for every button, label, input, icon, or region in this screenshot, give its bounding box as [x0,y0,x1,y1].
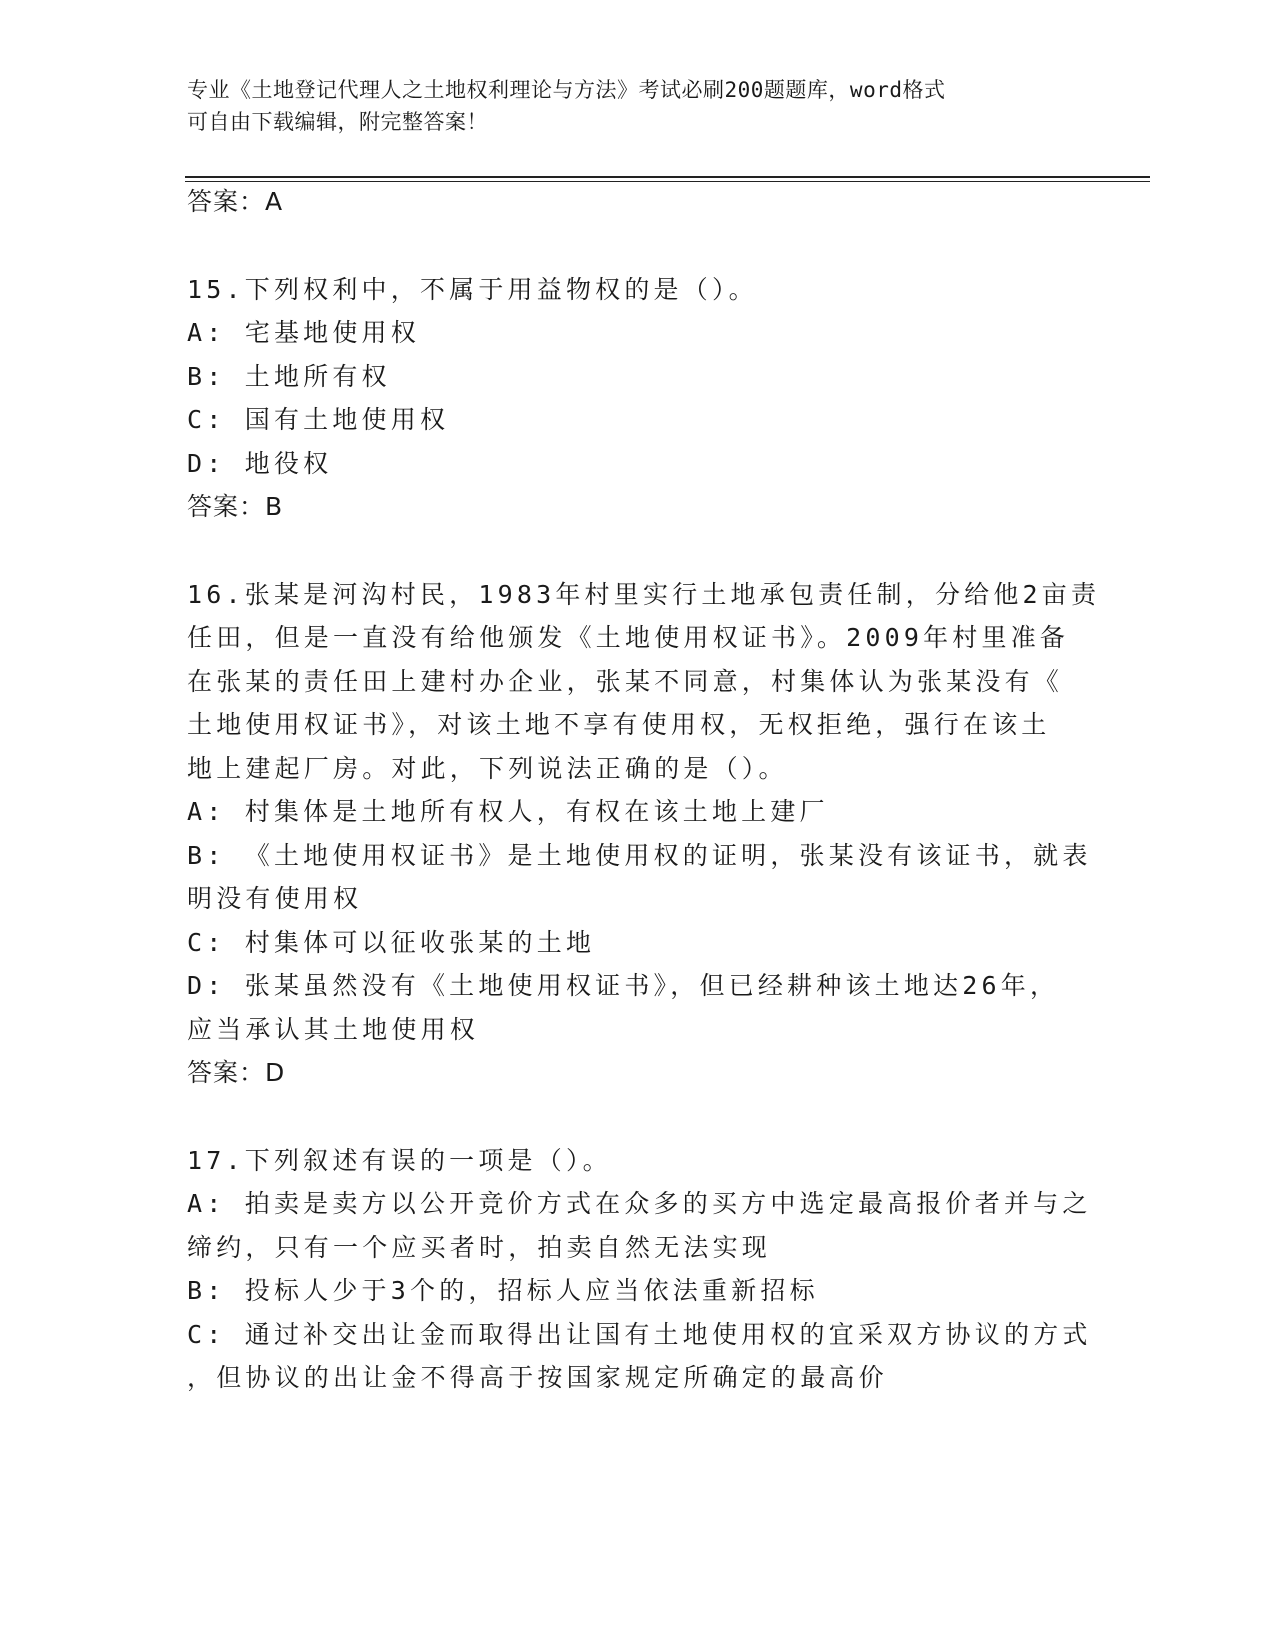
q17-option-b: B: 投标人少于3个的，招标人应当依法重新招标 [187,1276,819,1305]
q16-stem-line-2: 任田，但是一直没有给他颁发《土地使用权证书》。2009年村里准备 [187,623,1070,652]
header-rule-thin [185,181,1150,182]
q15-option-a: A: 宅基地使用权 [187,318,420,347]
header-line-2: 可自由下载编辑，附完整答案！ [187,110,488,134]
q15-option-d: D: 地役权 [187,449,333,478]
header-rule-thick [185,176,1150,178]
q15-option-c: C: 国有土地使用权 [187,405,450,434]
q16-stem-line-4: 土地使用权证书》，对该土地不享有使用权，无权拒绝，强行在该土 [187,710,1051,739]
q16-answer: 答案：D [187,1058,286,1087]
q16-option-c: C: 村集体可以征收张某的土地 [187,928,596,957]
q16-stem-line-3: 在张某的责任田上建村办企业，张某不同意，村集体认为张某没有《 [187,667,1064,696]
q17-option-c: C: 通过补交出让金而取得出让国有土地使用权的宜采双方协议的方式 [187,1320,1092,1349]
answer-prev: 答案：A [187,187,284,216]
q17-stem: 17.下列叙述有误的一项是（）。 [187,1146,612,1175]
q16-stem-line-5: 地上建起厂房。对此，下列说法正确的是（）。 [187,754,788,783]
q15-stem: 15.下列权利中，不属于用益物权的是（）。 [187,275,758,304]
q16-stem-line-1: 16.张某是河沟村民，1983年村里实行土地承包责任制，分给他2亩责 [187,580,1101,609]
q17-option-a: A: 拍卖是卖方以公开竞价方式在众多的买方中选定最高报价者并与之 [187,1189,1092,1218]
q16-option-b-cont: 明没有使用权 [187,884,363,913]
header-line-1: 专业《土地登记代理人之土地权利理论与方法》考试必刷200题题库，word格式 [187,78,946,102]
q17-option-c-cont: ，但协议的出让金不得高于按国家规定所确定的最高价 [187,1363,888,1392]
q16-option-a: A: 村集体是土地所有权人，有权在该土地上建厂 [187,797,829,826]
q15-option-b: B: 土地所有权 [187,362,391,391]
q15-answer: 答案：B [187,492,284,521]
q16-option-d-cont: 应当承认其土地使用权 [187,1015,480,1044]
q17-option-a-cont: 缔约，只有一个应买者时，拍卖自然无法实现 [187,1233,772,1262]
q16-option-b: B: 《土地使用权证书》是土地使用权的证明，张某没有该证书，就表 [187,841,1092,870]
document-header [187,74,1067,138]
q16-option-d: D: 张某虽然没有《土地使用权证书》，但已经耕种该土地达26年， [187,971,1060,1000]
